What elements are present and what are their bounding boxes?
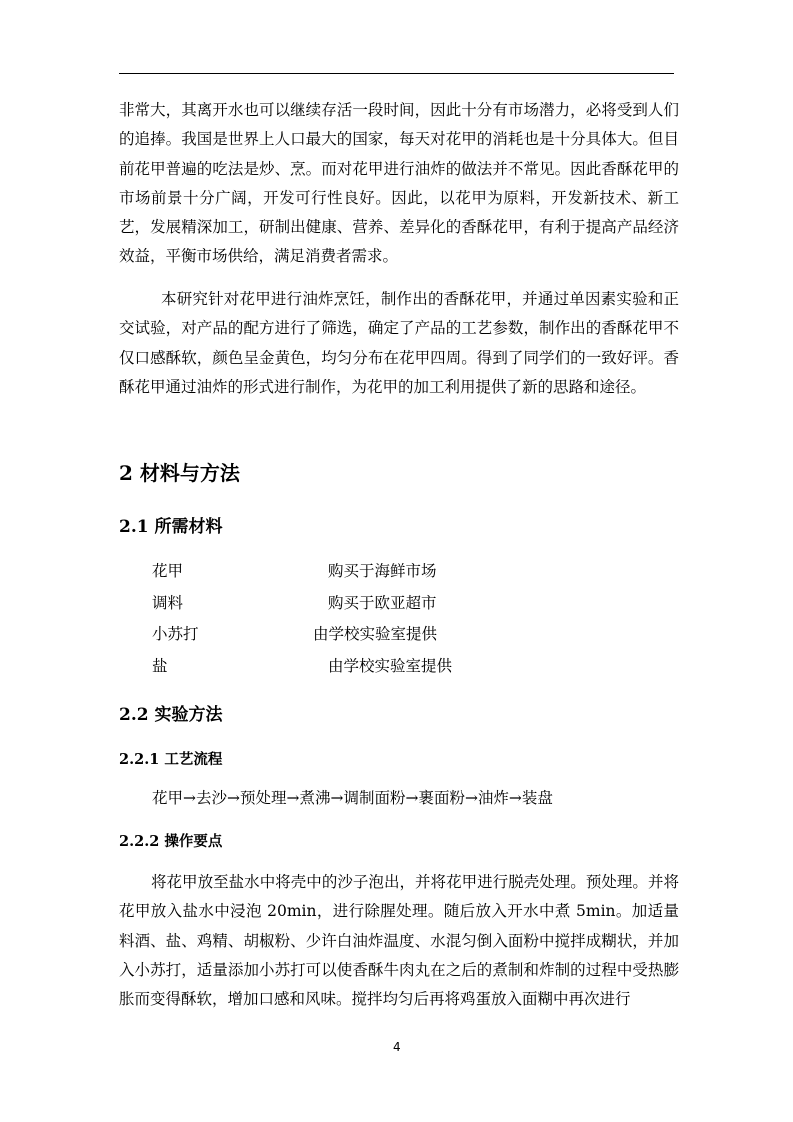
body-paragraph-3: 将花甲放至盐水中将壳中的沙子泡出，并将花甲进行脱壳处理。预处理。并将花甲放入盐水中浸泡 20min，进行除腥处理。随后放入开水中煮 5min。加适量料酒、盐、鸡精、胡椒粉、少许白油炸温度、水混匀倒入面粉中搅拌成糊状，并加入小苏打，适量添加小苏打可以使香酥牛肉丸在之后的煮制和炸制的过程中受热膨胀而变得酥软，增加口感和风味。搅拌均匀后再将鸡蛋放入面糊中再次进行: [119, 873, 679, 1009]
body-paragraph-1: 非常大，其离开水也可以继续存活一段时间，因此十分有市场潜力，必将受到人们的追捧。我国是世界上人口最大的国家，每天对花甲的消耗也是十分具体大。但目前花甲普遍的吃法是炒、烹。而对花甲进行油炸的做法并不常见。因此香酥花甲的市场前景十分广阔，开发可行性良好。因此，以花甲为原料，开发新技术、新工艺，发展精深加工，研制出健康、营养、差异化的香酥花甲，有利于提高产品经济效益，平衡市场供给，满足消费者需求。: [119, 101, 679, 266]
process-flow: 花甲→去沙→预处理→煮沸→调制面粉→裹面粉→油炸→装盘: [152, 789, 553, 807]
material-source: 购买于欧亚超市: [328, 594, 437, 612]
material-source: 由学校实验室提供: [313, 625, 438, 643]
material-name: 花甲: [152, 562, 184, 580]
material-name: 小苏打: [152, 625, 199, 643]
subsubsection-heading-2-2-1: 2.2.1 工艺流程: [119, 751, 223, 768]
subsubsection-heading-2-2-2: 2.2.2 操作要点: [119, 833, 223, 850]
page-number: 4: [393, 1040, 401, 1054]
body-paragraph-2: 本研究针对花甲进行油炸烹饪，制作出的香酥花甲，并通过单因素实验和正交试验，对产品的配方进行了筛选，确定了产品的工艺参数，制作出的香酥花甲不仅口感酥软，颜色呈金黄色，均匀分布在花甲四周。得到了同学们的一致好评。香酥花甲通过油炸的形式进行制作，为花甲的加工利用提供了新的思路和途径。: [119, 290, 679, 396]
subsection-heading-2-1: 2.1 所需材料: [119, 517, 223, 537]
material-source: 由学校实验室提供: [328, 657, 453, 675]
material-name: 盐: [152, 657, 168, 675]
material-source: 购买于海鲜市场: [328, 562, 437, 580]
header-rule: [119, 73, 674, 74]
material-name: 调料: [152, 594, 184, 612]
subsection-heading-2-2: 2.2 实验方法: [119, 705, 223, 725]
section-heading-2: 2 材料与方法: [119, 461, 240, 485]
